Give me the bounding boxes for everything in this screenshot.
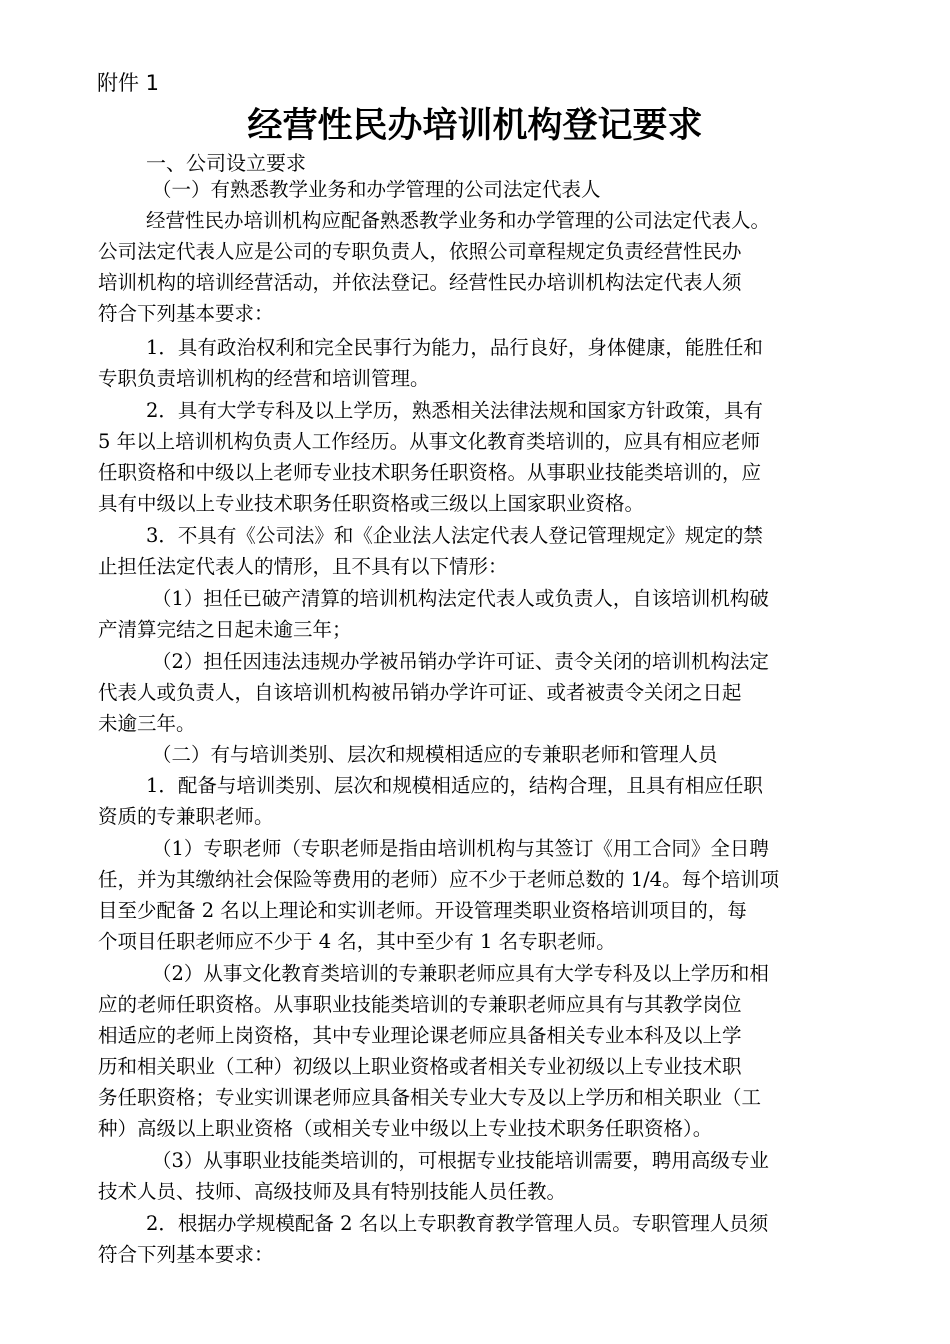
document-title: 经营性民办培训机构登记要求 bbox=[247, 105, 703, 146]
paragraph-line: 符合下列基本要求： bbox=[98, 302, 274, 325]
paragraph-line: 种）高级以上职业资格（或相关专业中级以上专业技术职务任职资格）。 bbox=[98, 1117, 713, 1140]
paragraph-line: 任职资格和中级以上老师专业技术职务任职资格。从事职业技能类培训的，应 bbox=[98, 461, 762, 484]
paragraph-line: 应的老师任职资格。从事职业技能类培训的专兼职老师应具有与其教学岗位 bbox=[98, 993, 742, 1016]
paragraph-line: 相适应的老师上岗资格，其中专业理论课老师应具备相关专业本科及以上学 bbox=[98, 1024, 742, 1047]
paragraph-line: 培训机构的培训经营活动，并依法登记。经营性民办培训机构法定代表人须 bbox=[98, 271, 742, 294]
paragraph-line: （1）担任已破产清算的培训机构法定代表人或负责人，自该培训机构破 bbox=[152, 587, 769, 610]
paragraph-line: 2．根据办学规模配备 2 名以上专职教育教学管理人员。专职管理人员须 bbox=[146, 1212, 769, 1235]
paragraph-line: 专职负责培训机构的经营和培训管理。 bbox=[98, 367, 430, 390]
paragraph-line: （2）从事文化教育类培训的专兼职老师应具有大学专科及以上学历和相 bbox=[152, 962, 769, 985]
paragraph-line: 5 年以上培训机构负责人工作经历。从事文化教育类培训的，应具有相应老师 bbox=[98, 430, 761, 453]
paragraph-line: 个项目任职老师应不少于 4 名，其中至少有 1 名专职老师。 bbox=[98, 930, 616, 953]
paragraph-line: 1．配备与培训类别、层次和规模相适应的，结构合理，且具有相应任职 bbox=[146, 774, 763, 797]
paragraph-line: 任，并为其缴纳社会保险等费用的老师）应不少于老师总数的 1/4。每个培训项 bbox=[98, 868, 780, 891]
paragraph-line: 符合下列基本要求： bbox=[98, 1243, 274, 1266]
paragraph-line: 具有中级以上专业技术职务任职资格或三级以上国家职业资格。 bbox=[98, 492, 645, 515]
paragraph-line: 经营性民办培训机构应配备熟悉教学业务和办学管理的公司法定代表人。 bbox=[146, 209, 771, 232]
paragraph-line: 资质的专兼职老师。 bbox=[98, 805, 274, 828]
paragraph-line: （3）从事职业技能类培训的，可根据专业技能培训需要，聘用高级专业 bbox=[152, 1149, 769, 1172]
paragraph-line: 产清算完结之日起未逾三年； bbox=[98, 618, 352, 641]
paragraph-line: 未逾三年。 bbox=[98, 712, 196, 735]
paragraph-line: 1．具有政治权利和完全民事行为能力，品行良好，身体健康，能胜任和 bbox=[146, 336, 763, 359]
paragraph-line: （2）担任因违法违规办学被吊销办学许可证、责令关闭的培训机构法定 bbox=[152, 650, 769, 673]
paragraph-line: 代表人或负责人，自该培训机构被吊销办学许可证、或者被责令关闭之日起 bbox=[98, 681, 742, 704]
paragraph-line: 3．不具有《公司法》和《企业法人法定代表人登记管理规定》规定的禁 bbox=[146, 524, 763, 547]
paragraph-line: （1）专职老师（专职老师是指由培训机构与其签订《用工合同》全日聘 bbox=[152, 837, 769, 860]
subsection-heading: （二）有与培训类别、层次和规模相适应的专兼职老师和管理人员 bbox=[152, 743, 718, 766]
attachment-label: 附件 1 bbox=[97, 71, 160, 95]
section-heading: 一、公司设立要求 bbox=[146, 151, 306, 175]
paragraph-line: 公司法定代表人应是公司的专职负责人，依照公司章程规定负责经营性民办 bbox=[98, 240, 742, 263]
paragraph-line: 目至少配备 2 名以上理论和实训老师。开设管理类职业资格培训项目的，每 bbox=[98, 899, 747, 922]
paragraph-line: 技术人员、技师、高级技师及具有特别技能人员任教。 bbox=[98, 1180, 567, 1203]
paragraph-line: 止担任法定代表人的情形，且不具有以下情形： bbox=[98, 555, 508, 578]
paragraph-line: 务任职资格；专业实训课老师应具备相关专业大专及以上学历和相关职业（工 bbox=[98, 1086, 762, 1109]
paragraph-line: 2．具有大学专科及以上学历，熟悉相关法律法规和国家方针政策，具有 bbox=[146, 399, 763, 422]
subsection-heading: （一）有熟悉教学业务和办学管理的公司法定代表人 bbox=[152, 178, 601, 201]
paragraph-line: 历和相关职业（工种）初级以上职业资格或者相关专业初级以上专业技术职 bbox=[98, 1055, 742, 1078]
